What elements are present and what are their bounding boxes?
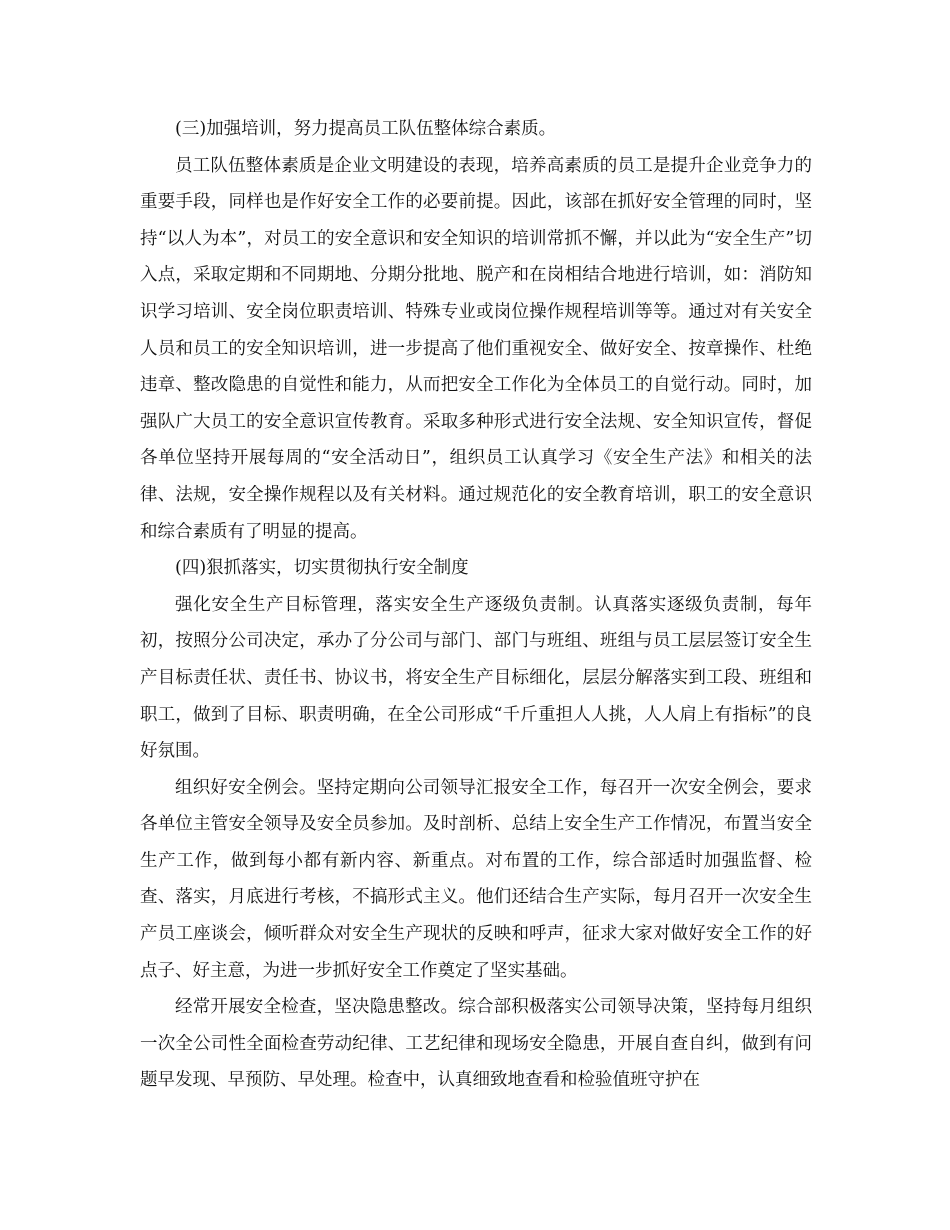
paragraph-training: 员工队伍整体素质是企业文明建设的表现，培养高素质的员工是提升企业竞争力的重要手段，同样也是作好安全工作的必要前提。因此，该部在抓好安全管理的同时，坚持“以人为本”，对员工的安全意识和安全知识的培训常抓不懈，并以此为“安全生产”切入点，采取定期和不同期地、分期分批地、脱产和在岗相结合地进行培训，如：消防知识学习培训、安全岗位职责培训、特殊专业或岗位操作规程培训等等。通过对有关安全人员和员工的安全知识培训，进一步提高了他们重视安全、做好安全、按章操作、杜绝违章、整改隐患的自觉性和能力，从而把安全工作化为全体员工的自觉行动。同时，加强队广大员工的安全意识宣传教育。采取多种形式进行安全法规、安全知识宣传，督促各单位坚持开展每周的“安全活动日”，组织员工认真学习《安全生产法》和相关的法律、法规，安全操作规程以及有关材料。通过规范化的安全教育培训，职工的安全意识和综合素质有了明显的提高。 bbox=[140, 155, 812, 542]
document-page bbox=[140, 111, 812, 1099]
paragraph-safety-meeting: 组织好安全例会。坚持定期向公司领导汇报安全工作，每召开一次安全例会，要求各单位主管安全领导及安全员参加。及时剖析、总结上安全生产工作情况，布置当安全生产工作，做到每小都有新内容、新重点。对布置的工作，综合部适时加强监督、检查、落实，月底进行考核，不搞形式主义。他们还结合生产实际，每月召开一次安全生产员工座谈会，倾听群众对安全生产现状的反映和呼声，征求大家对做好安全工作的好点子、好主意，为进一步抓好安全工作奠定了坚实基础。 bbox=[140, 777, 812, 981]
section-heading-3: (三)加强培训，努力提高员工队伍整体综合素质。 bbox=[175, 119, 557, 139]
paragraph-safety-inspection: 经常开展安全检查，坚决隐患整改。综合部积极落实公司领导决策，坚持每月组织一次全公司性全面检查劳动纪律、工艺纪律和现场安全隐患，开展自查自纠，做到有问题早发现、早预防、早处理。检查中，认真细致地查看和检验值班守护在 bbox=[140, 997, 812, 1091]
section-heading-4: (四)狠抓落实，切实贯彻执行安全制度 bbox=[175, 558, 469, 579]
paragraph-target-management: 强化安全生产目标管理，落实安全生产逐级负责制。认真落实逐级负责制，每年初，按照分公司决定，承办了分公司与部门、部门与班组、班组与员工层层签订安全生产目标责任状、责任书、协议书，将安全生产目标细化，层层分解落实到工段、班组和职工，做到了目标、职责明确，在全公司形成“千斤重担人人挑，人人肩上有指标”的良好氛围。 bbox=[140, 594, 812, 762]
